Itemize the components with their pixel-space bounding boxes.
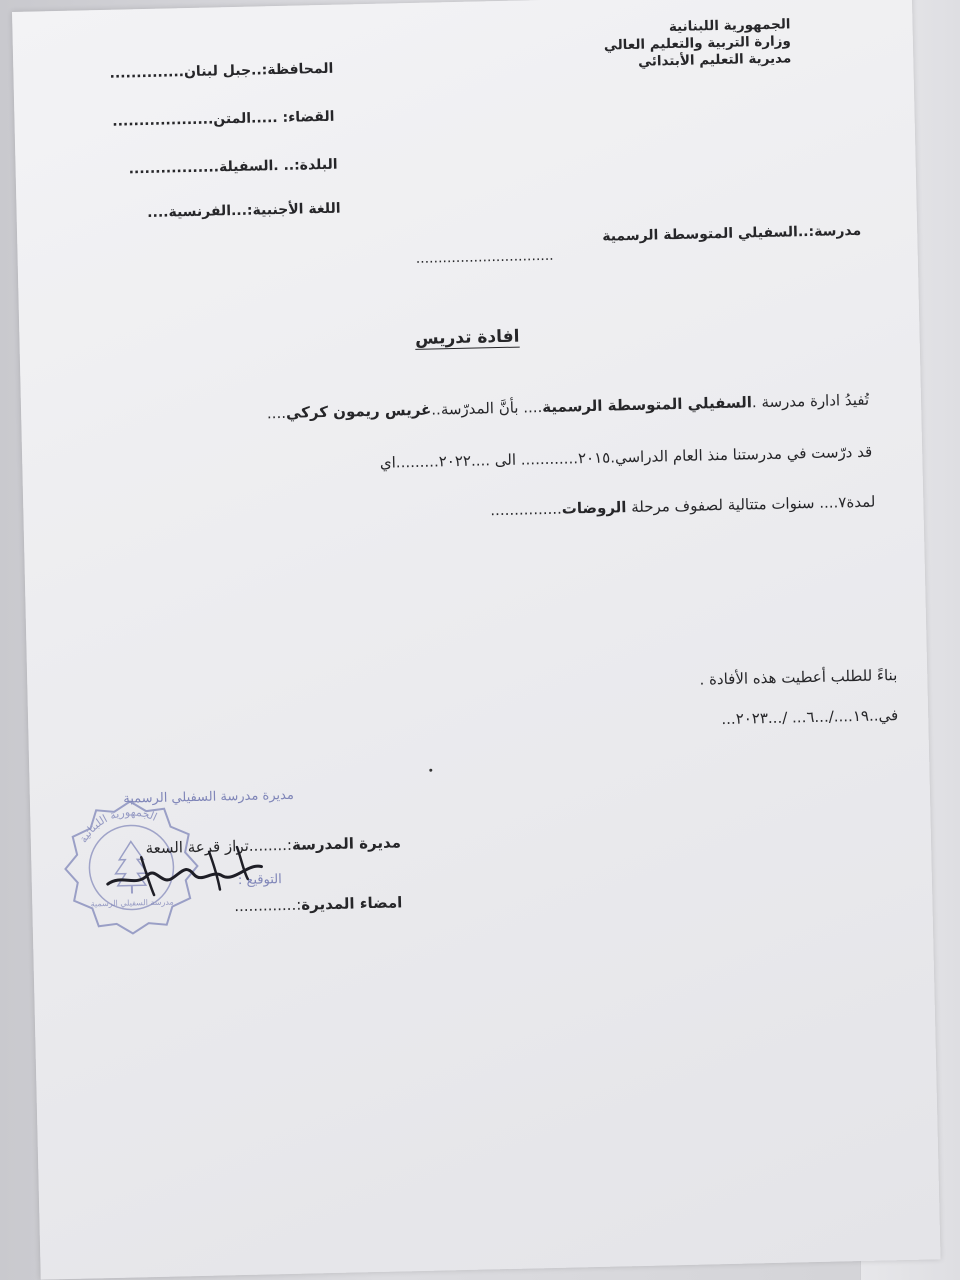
closing-request: بناءً للطلب أعطيت هذه الأفادة .	[699, 666, 898, 689]
handwritten-signature	[101, 832, 273, 916]
director-value: :........تراز قرعة السعة	[145, 835, 293, 858]
body-stage-name: الروضات	[561, 498, 627, 518]
town-field: البلدة:.. .السفيلة.................	[128, 156, 338, 178]
school-name-dots: ...............................	[415, 247, 554, 267]
governorate-field: المحافظة:..جبل لبنان..............	[109, 60, 334, 82]
stamp-signature-caption: التوقيع :	[237, 872, 282, 889]
document-title: افادة تدريس	[414, 326, 520, 349]
stray-mark	[429, 769, 432, 772]
signature-value: :.............	[234, 895, 302, 916]
body-line-1-suffix: ....	[266, 403, 287, 423]
foreign-language-field: اللغة الأجنبية:...الفرنسية....	[147, 200, 341, 221]
body-line-3-suffix: ...............	[490, 499, 563, 520]
stamp-director-caption: مديرة مدرسة السفيلي الرسمية	[123, 787, 295, 807]
stamp-ring-text: الجمهورية اللبنانية	[76, 805, 159, 846]
ministry-line-republic: الجمهورية اللبنانية	[668, 16, 791, 36]
signature-label: امضاء المديرة	[301, 893, 403, 914]
body-line-3-prefix: لمدة٧.... سنوات متتالية لصفوف مرحلة	[626, 492, 876, 517]
body-line-2: قد درّست في مدرستنا منذ العام الدراسي.٢٠١٥............ الى ....٢٠٢٢.........اي	[379, 442, 873, 472]
ministry-line-ministry: وزارة التربية والتعليم العالي	[603, 33, 792, 54]
body-school-name: السفيلي المتوسطة الرسمية	[542, 393, 753, 417]
district-field: القضاء: .....المتن...................	[112, 108, 335, 130]
body-line-1-mid: .... بأنَّ المدرّسة..	[431, 398, 543, 419]
closing-date: في..١٩..../...٦... /...٢٠٢٣...	[721, 706, 899, 729]
body-line-3	[490, 493, 875, 520]
body-teacher-name: غريس ريمون كركي	[285, 400, 432, 422]
body-line-1	[267, 391, 870, 423]
body-line-1-prefix: تُفيدُ ادارة مدرسة .	[751, 390, 870, 412]
ministry-header	[603, 16, 791, 71]
document-sheet	[12, 0, 941, 1280]
stamp-center-text: مدرسة السفيلي الرسمية	[90, 897, 174, 909]
school-name-field: مدرسة:..السفيلي المتوسطة الرسمية	[602, 222, 862, 245]
director-label: مديرة المدرسة	[291, 833, 402, 854]
ministry-line-directorate: مديرية التعليم الأبتدائي	[637, 50, 792, 70]
